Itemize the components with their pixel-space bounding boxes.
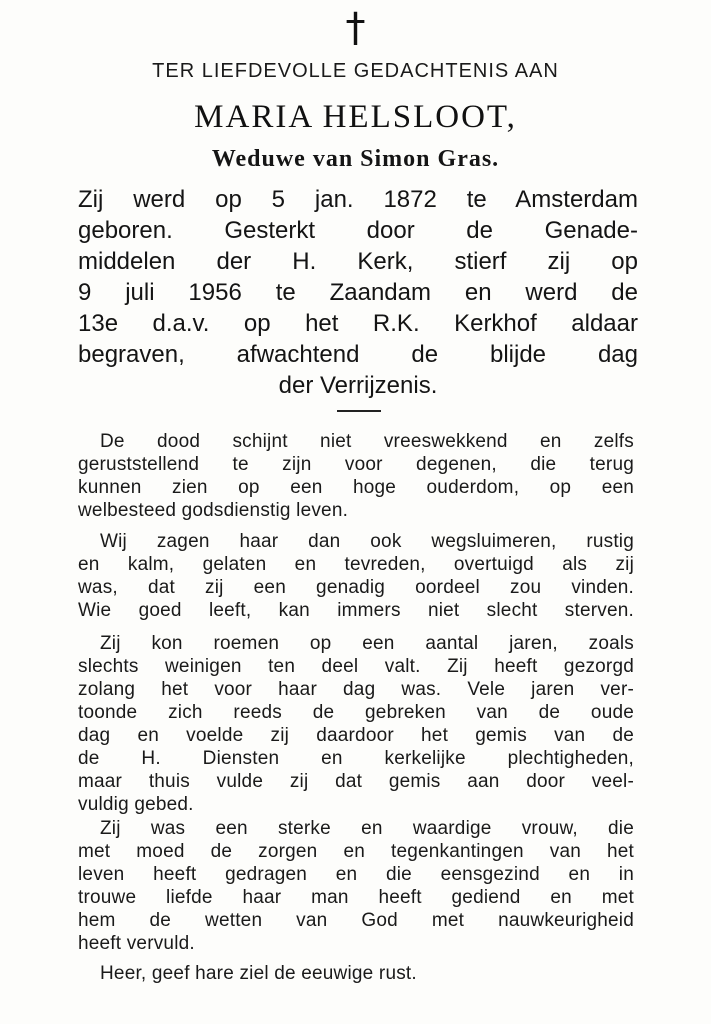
text-line: welbesteed godsdienstig leven. <box>78 500 349 521</box>
text-line: met moed de zorgen en tegenkantingen van het <box>78 841 634 862</box>
text-line: hem de wetten van God met nauwkeurigheid <box>78 910 634 931</box>
bio-line: middelen der H. Kerk, stierf zij op <box>78 248 638 275</box>
text-line: Zij kon roemen op een aantal jaren, zoals <box>100 633 634 654</box>
biography <box>78 184 638 401</box>
text-line: heeft vervuld. <box>78 933 195 954</box>
text-line: en kalm, gelaten en tevreden, overtuigd als zij <box>78 554 634 575</box>
text-line: De dood schijnt niet vreeswekkend en zelfs <box>100 431 634 452</box>
text-line: Heer, geef hare ziel de eeuwige rust. <box>100 963 417 984</box>
cross-icon: † <box>345 5 366 51</box>
text-line: Wie goed leeft, kan immers niet slecht sterven. <box>78 600 634 621</box>
text-line: Wij zagen haar dan ook wegsluimeren, rustig <box>100 531 634 552</box>
divider <box>337 410 381 412</box>
text-line: was, dat zij een genadig oordeel zou vinden. <box>78 577 634 598</box>
widow-of-line: Weduwe van Simon Gras. <box>211 146 500 172</box>
bio-line: 9 juli 1956 te Zaandam en werd de <box>78 279 638 306</box>
bio-line: geboren. Gesterkt door de Genade- <box>78 217 638 244</box>
text-line: maar thuis vulde zij dat gemis aan door veel- <box>78 771 634 792</box>
intro-heading: TER LIEFDEVOLLE GEDACHTENIS AAN <box>152 60 559 82</box>
text-line: kunnen zien op een hoge ouderdom, op een <box>78 477 634 498</box>
text-line: Zij was een sterke en waardige vrouw, die <box>100 818 634 839</box>
text-line: zolang het voor haar dag was. Vele jaren ver- <box>78 679 634 700</box>
deceased-name: MARIA HELSLOOT, <box>194 99 517 135</box>
paragraph-years <box>78 632 634 816</box>
paragraph-death <box>78 430 634 522</box>
text-line: toonde zich reeds de gebreken van de oude <box>78 702 634 723</box>
bio-line: Zij werd op 5 jan. 1872 te Amsterdam <box>78 186 638 213</box>
bio-line: begraven, afwachtend de blijde dag <box>78 341 638 368</box>
closing-prayer <box>78 962 634 985</box>
text-line: dag en voelde zij daardoor het gemis van de <box>78 725 634 746</box>
bio-line: der Verrijzenis. <box>278 372 438 399</box>
text-line: de H. Diensten en kerkelijke plechtigheden, <box>78 748 634 769</box>
text-line: geruststellend te zijn voor degenen, die terug <box>78 454 634 475</box>
bio-line: 13e d.a.v. op het R.K. Kerkhof aldaar <box>78 310 638 337</box>
paragraph-peaceful <box>78 530 634 622</box>
text-line: trouwe liefde haar man heeft gediend en met <box>78 887 634 908</box>
paragraph-strong-woman <box>78 817 634 955</box>
text-line: slechts weinigen ten deel valt. Zij heeft gezorgd <box>78 656 634 677</box>
text-line: leven heeft gedragen en die eensgezind en in <box>78 864 634 885</box>
text-line: vuldig gebed. <box>78 794 194 815</box>
